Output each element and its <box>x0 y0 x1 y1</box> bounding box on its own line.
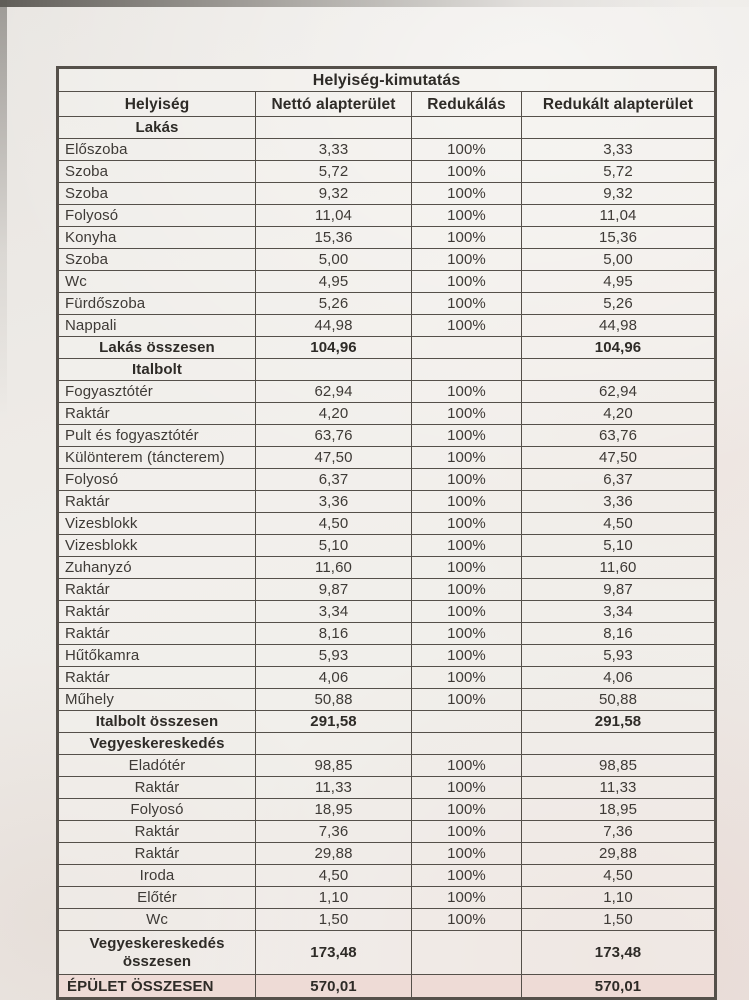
reduced-area-cell: 4,95 <box>522 271 716 293</box>
net-area-cell: 4,50 <box>256 865 412 887</box>
column-header-reduced-area: Redukált alapterület <box>522 92 716 117</box>
room-name-cell: Raktár <box>58 579 256 601</box>
reduction-cell: 100% <box>412 403 522 425</box>
reduction-cell: 100% <box>412 293 522 315</box>
reduced-area-cell: 11,04 <box>522 205 716 227</box>
net-area-cell: 62,94 <box>256 381 412 403</box>
room-name-cell: Nappali <box>58 315 256 337</box>
reduction-cell: 100% <box>412 623 522 645</box>
grand-total-row <box>58 975 716 999</box>
reduced-area-cell: 3,36 <box>522 491 716 513</box>
room-name-cell: Eladótér <box>58 755 256 777</box>
empty-cell <box>256 733 412 755</box>
net-area-cell: 5,10 <box>256 535 412 557</box>
room-row <box>58 161 716 183</box>
reduced-area-cell: 29,88 <box>522 843 716 865</box>
reduced-area-cell: 62,94 <box>522 381 716 403</box>
room-row <box>58 293 716 315</box>
room-name-cell: Előszoba <box>58 139 256 161</box>
room-name-cell: Zuhanyzó <box>58 557 256 579</box>
room-name-cell: Iroda <box>58 865 256 887</box>
reduction-cell: 100% <box>412 777 522 799</box>
reduced-area-cell: 11,33 <box>522 777 716 799</box>
reduced-area-cell: 15,36 <box>522 227 716 249</box>
reduced-area-cell: 1,50 <box>522 909 716 931</box>
empty-cell <box>522 733 716 755</box>
net-area-cell: 4,06 <box>256 667 412 689</box>
reduction-cell: 100% <box>412 491 522 513</box>
reduced-area-cell: 4,20 <box>522 403 716 425</box>
grand-total-label: ÉPÜLET ÖSSZESEN <box>58 975 256 999</box>
net-area-cell: 7,36 <box>256 821 412 843</box>
room-name-cell: Folyosó <box>58 469 256 491</box>
reduced-area-cell: 4,50 <box>522 513 716 535</box>
net-area-cell: 4,20 <box>256 403 412 425</box>
room-row <box>58 777 716 799</box>
room-row <box>58 227 716 249</box>
room-row <box>58 205 716 227</box>
room-row <box>58 447 716 469</box>
room-name-cell: Raktár <box>58 777 256 799</box>
reduced-area-cell: 6,37 <box>522 469 716 491</box>
room-row <box>58 799 716 821</box>
room-name-cell: Szoba <box>58 161 256 183</box>
room-name-cell: Fürdőszoba <box>58 293 256 315</box>
section-total-label: Lakás összesen <box>58 337 256 359</box>
reduced-area-cell: 50,88 <box>522 689 716 711</box>
reduced-area-cell: 7,36 <box>522 821 716 843</box>
section-total-reduced-cell: 173,48 <box>522 931 716 975</box>
room-row <box>58 425 716 447</box>
reduced-area-cell: 5,72 <box>522 161 716 183</box>
room-name-cell: Folyosó <box>58 205 256 227</box>
reduction-cell: 100% <box>412 271 522 293</box>
room-row <box>58 755 716 777</box>
column-header-net-area: Nettó alapterület <box>256 92 412 117</box>
room-area-table <box>56 66 717 1000</box>
reduction-cell: 100% <box>412 535 522 557</box>
room-row <box>58 491 716 513</box>
photo-left-edge-shadow <box>0 0 7 420</box>
room-name-cell: Pult és fogyasztótér <box>58 425 256 447</box>
net-area-cell: 5,26 <box>256 293 412 315</box>
section-total-label: Italbolt összesen <box>58 711 256 733</box>
reduction-cell: 100% <box>412 315 522 337</box>
reduction-cell: 100% <box>412 689 522 711</box>
room-name-cell: Wc <box>58 271 256 293</box>
room-row <box>58 139 716 161</box>
section-header-row <box>58 733 716 755</box>
room-row <box>58 535 716 557</box>
empty-cell <box>412 117 522 139</box>
section-total-row <box>58 931 716 975</box>
reduction-cell: 100% <box>412 755 522 777</box>
room-name-cell: Különterem (táncterem) <box>58 447 256 469</box>
reduced-area-cell: 5,26 <box>522 293 716 315</box>
net-area-cell: 11,04 <box>256 205 412 227</box>
section-total-net-cell: 291,58 <box>256 711 412 733</box>
table-title: Helyiség-kimutatás <box>58 68 716 92</box>
room-name-cell: Szoba <box>58 183 256 205</box>
room-row <box>58 865 716 887</box>
empty-cell <box>412 975 522 999</box>
net-area-cell: 63,76 <box>256 425 412 447</box>
reduction-cell: 100% <box>412 227 522 249</box>
reduced-area-cell: 3,34 <box>522 601 716 623</box>
net-area-cell: 3,33 <box>256 139 412 161</box>
empty-cell <box>256 117 412 139</box>
room-row <box>58 887 716 909</box>
room-row <box>58 271 716 293</box>
section-header-row <box>58 117 716 139</box>
net-area-cell: 1,50 <box>256 909 412 931</box>
room-name-cell: Vizesblokk <box>58 535 256 557</box>
net-area-cell: 1,10 <box>256 887 412 909</box>
reduction-cell: 100% <box>412 161 522 183</box>
reduction-cell: 100% <box>412 557 522 579</box>
room-row <box>58 403 716 425</box>
empty-cell <box>412 337 522 359</box>
empty-cell <box>256 359 412 381</box>
reduction-cell: 100% <box>412 865 522 887</box>
section-header-row <box>58 359 716 381</box>
reduction-cell: 100% <box>412 381 522 403</box>
room-name-cell: Raktár <box>58 403 256 425</box>
net-area-cell: 4,50 <box>256 513 412 535</box>
room-name-cell: Raktár <box>58 623 256 645</box>
photo-top-edge <box>0 0 749 7</box>
section-name-cell: Italbolt <box>58 359 256 381</box>
net-area-cell: 6,37 <box>256 469 412 491</box>
room-row <box>58 183 716 205</box>
net-area-cell: 47,50 <box>256 447 412 469</box>
reduction-cell: 100% <box>412 887 522 909</box>
room-row <box>58 667 716 689</box>
room-row <box>58 623 716 645</box>
reduction-cell: 100% <box>412 139 522 161</box>
empty-cell <box>522 117 716 139</box>
reduced-area-cell: 5,00 <box>522 249 716 271</box>
room-name-cell: Raktár <box>58 491 256 513</box>
net-area-cell: 4,95 <box>256 271 412 293</box>
net-area-cell: 18,95 <box>256 799 412 821</box>
table-body <box>58 117 716 999</box>
section-name-cell: Lakás <box>58 117 256 139</box>
room-name-cell: Raktár <box>58 601 256 623</box>
empty-cell <box>412 711 522 733</box>
empty-cell <box>412 733 522 755</box>
room-row <box>58 601 716 623</box>
reduction-cell: 100% <box>412 799 522 821</box>
room-name-cell: Előtér <box>58 887 256 909</box>
net-area-cell: 5,00 <box>256 249 412 271</box>
reduced-area-cell: 44,98 <box>522 315 716 337</box>
section-total-reduced-cell: 104,96 <box>522 337 716 359</box>
room-row <box>58 821 716 843</box>
room-row <box>58 909 716 931</box>
room-name-cell: Raktár <box>58 821 256 843</box>
reduced-area-cell: 5,93 <box>522 645 716 667</box>
net-area-cell: 50,88 <box>256 689 412 711</box>
reduction-cell: 100% <box>412 513 522 535</box>
room-row <box>58 381 716 403</box>
net-area-cell: 5,93 <box>256 645 412 667</box>
room-name-cell: Folyosó <box>58 799 256 821</box>
room-name-cell: Wc <box>58 909 256 931</box>
reduced-area-cell: 11,60 <box>522 557 716 579</box>
table-title-row <box>58 68 716 92</box>
net-area-cell: 15,36 <box>256 227 412 249</box>
reduction-cell: 100% <box>412 183 522 205</box>
reduction-cell: 100% <box>412 821 522 843</box>
room-name-cell: Hűtőkamra <box>58 645 256 667</box>
reduced-area-cell: 47,50 <box>522 447 716 469</box>
reduction-cell: 100% <box>412 425 522 447</box>
table-header-row <box>58 92 716 117</box>
empty-cell <box>412 931 522 975</box>
section-total-net-cell: 104,96 <box>256 337 412 359</box>
reduction-cell: 100% <box>412 469 522 491</box>
room-name-cell: Raktár <box>58 667 256 689</box>
net-area-cell: 11,60 <box>256 557 412 579</box>
reduced-area-cell: 9,87 <box>522 579 716 601</box>
reduced-area-cell: 3,33 <box>522 139 716 161</box>
section-total-net-cell: 173,48 <box>256 931 412 975</box>
room-row <box>58 513 716 535</box>
reduced-area-cell: 4,06 <box>522 667 716 689</box>
reduction-cell: 100% <box>412 579 522 601</box>
net-area-cell: 5,72 <box>256 161 412 183</box>
net-area-cell: 11,33 <box>256 777 412 799</box>
reduction-cell: 100% <box>412 249 522 271</box>
room-name-cell: Műhely <box>58 689 256 711</box>
reduced-area-cell: 18,95 <box>522 799 716 821</box>
section-total-reduced-cell: 291,58 <box>522 711 716 733</box>
net-area-cell: 3,34 <box>256 601 412 623</box>
net-area-cell: 9,87 <box>256 579 412 601</box>
net-area-cell: 3,36 <box>256 491 412 513</box>
room-row <box>58 469 716 491</box>
room-row <box>58 557 716 579</box>
reduction-cell: 100% <box>412 843 522 865</box>
room-name-cell: Vizesblokk <box>58 513 256 535</box>
room-row <box>58 689 716 711</box>
reduced-area-cell: 63,76 <box>522 425 716 447</box>
column-header-room: Helyiség <box>58 92 256 117</box>
empty-cell <box>522 359 716 381</box>
room-row <box>58 249 716 271</box>
reduction-cell: 100% <box>412 205 522 227</box>
room-row <box>58 315 716 337</box>
net-area-cell: 44,98 <box>256 315 412 337</box>
room-name-cell: Raktár <box>58 843 256 865</box>
room-name-cell: Konyha <box>58 227 256 249</box>
room-row <box>58 645 716 667</box>
room-name-cell: Szoba <box>58 249 256 271</box>
room-row <box>58 579 716 601</box>
room-name-cell: Fogyasztótér <box>58 381 256 403</box>
net-area-cell: 29,88 <box>256 843 412 865</box>
section-total-row <box>58 711 716 733</box>
column-header-reduction: Redukálás <box>412 92 522 117</box>
section-total-row <box>58 337 716 359</box>
section-total-label: Vegyeskereskedés összesen <box>58 931 256 975</box>
section-name-cell: Vegyeskereskedés <box>58 733 256 755</box>
reduction-cell: 100% <box>412 667 522 689</box>
reduced-area-cell: 98,85 <box>522 755 716 777</box>
reduction-cell: 100% <box>412 645 522 667</box>
room-row <box>58 843 716 865</box>
reduced-area-cell: 1,10 <box>522 887 716 909</box>
net-area-cell: 9,32 <box>256 183 412 205</box>
grand-total-reduced-cell: 570,01 <box>522 975 716 999</box>
net-area-cell: 8,16 <box>256 623 412 645</box>
empty-cell <box>412 359 522 381</box>
reduction-cell: 100% <box>412 447 522 469</box>
reduced-area-cell: 9,32 <box>522 183 716 205</box>
grand-total-net-cell: 570,01 <box>256 975 412 999</box>
reduction-cell: 100% <box>412 909 522 931</box>
reduced-area-cell: 8,16 <box>522 623 716 645</box>
net-area-cell: 98,85 <box>256 755 412 777</box>
reduced-area-cell: 4,50 <box>522 865 716 887</box>
reduced-area-cell: 5,10 <box>522 535 716 557</box>
reduction-cell: 100% <box>412 601 522 623</box>
